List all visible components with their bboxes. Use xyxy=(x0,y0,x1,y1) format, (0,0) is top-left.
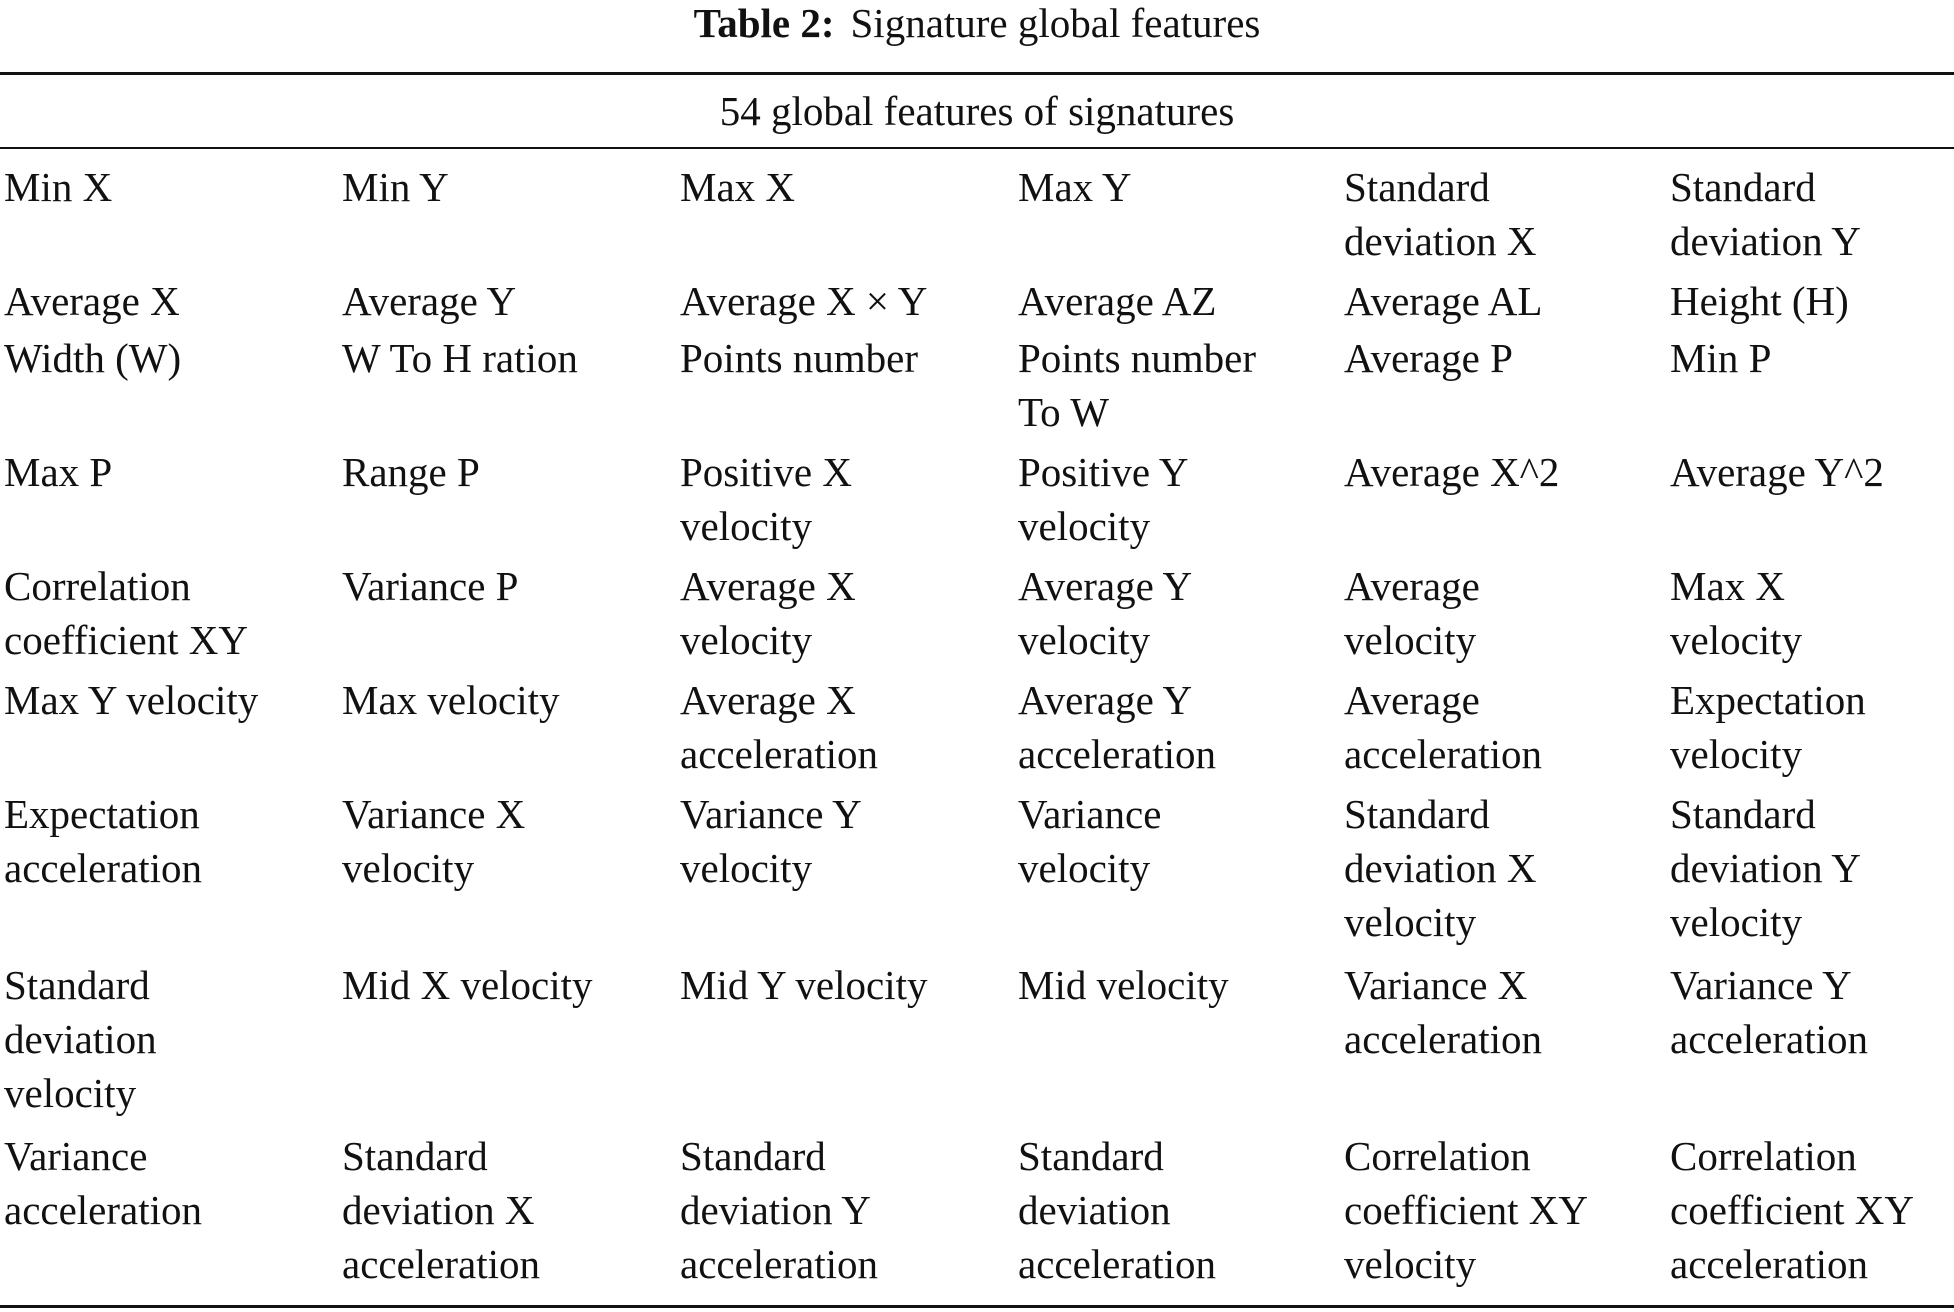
table-cell: Average AL xyxy=(1344,278,1543,324)
table-cell: Standard deviation Y acceleration xyxy=(680,1133,879,1287)
table-cell: Average X × Y xyxy=(680,278,928,324)
table-cell: Average X^2 xyxy=(1344,449,1560,495)
table-cell: Min Y xyxy=(342,164,449,210)
table-cell: Variance velocity xyxy=(1018,791,1162,891)
table-cell: Standard deviation X velocity xyxy=(1344,791,1537,945)
table-cell: Mid Y velocity xyxy=(680,962,928,1008)
table-cell: Standard deviation Y velocity xyxy=(1670,791,1861,945)
table-cell: Average Y^2 xyxy=(1670,449,1884,495)
table-row xyxy=(0,958,1954,1129)
table-cell: Max Y velocity xyxy=(4,677,259,723)
table-subheader: 54 global features of signatures xyxy=(719,88,1235,134)
table-cell: Standard deviation acceleration xyxy=(1018,1133,1217,1287)
table-cell: Mid X velocity xyxy=(342,962,593,1008)
table-cell: Standard deviation velocity xyxy=(4,962,157,1116)
table-cell: Range P xyxy=(342,449,480,495)
table-caption xyxy=(0,0,1954,48)
table-cell: Correlation coefficient XY acceleration xyxy=(1670,1133,1914,1287)
table-cell: Expectation acceleration xyxy=(4,791,203,891)
table-cell: Min X xyxy=(4,164,113,210)
table-cell: Average velocity xyxy=(1344,563,1480,663)
table-cell: Mid velocity xyxy=(1018,962,1229,1008)
table-cell: Average X velocity xyxy=(680,563,856,663)
table-row xyxy=(0,445,1954,559)
table-row xyxy=(0,274,1954,331)
table-cell: Variance X acceleration xyxy=(1344,962,1543,1062)
table-cell: Average Y xyxy=(342,278,517,324)
bottom-rule xyxy=(0,1305,1954,1308)
table-cell: Max Y xyxy=(1018,164,1132,210)
table-cell: Variance acceleration xyxy=(4,1133,203,1233)
table-row xyxy=(0,160,1954,274)
table-cell: Height (H) xyxy=(1670,278,1849,324)
table-cell: Max X velocity xyxy=(1670,563,1803,663)
table-cell: Positive Y velocity xyxy=(1018,449,1189,549)
table-cell: W To H ration xyxy=(342,335,578,381)
table-cell: Standard deviation X xyxy=(1344,164,1537,264)
table-cell: Correlation coefficient XY velocity xyxy=(1344,1133,1588,1287)
features-table-body xyxy=(0,160,1954,1300)
table-cell: Min P xyxy=(1670,335,1772,381)
table-cell: Variance Y acceleration xyxy=(1670,962,1869,1062)
table-cell: Max P xyxy=(4,449,113,495)
table-row xyxy=(0,673,1954,787)
table-row xyxy=(0,1129,1954,1300)
table-cell: Average Y acceleration xyxy=(1018,677,1217,777)
table-row xyxy=(0,559,1954,673)
table-cell: Average AZ xyxy=(1018,278,1217,324)
table-cell: Variance X velocity xyxy=(342,791,526,891)
table-cell: Correlation coefficient XY xyxy=(4,563,248,663)
table-cell: Average X xyxy=(4,278,180,324)
table-cell: Points number To W xyxy=(1018,335,1257,435)
table-cell: Max velocity xyxy=(342,677,560,723)
top-rule xyxy=(0,72,1954,75)
table-cell: Average P xyxy=(1344,335,1513,381)
table-caption-label: Table 2: xyxy=(693,0,835,46)
table-row xyxy=(0,331,1954,445)
table-cell: Expectation velocity xyxy=(1670,677,1866,777)
table-cell: Variance P xyxy=(342,563,519,609)
table-cell: Points number xyxy=(680,335,919,381)
table-cell: Average acceleration xyxy=(1344,677,1543,777)
table-cell: Standard deviation X acceleration xyxy=(342,1133,541,1287)
table-cell: Max X xyxy=(680,164,796,210)
header-rule xyxy=(0,147,1954,149)
table-cell: Average X acceleration xyxy=(680,677,879,777)
table-cell: Width (W) xyxy=(4,335,182,381)
table-cell: Standard deviation Y xyxy=(1670,164,1861,264)
table-cell: Positive X velocity xyxy=(680,449,852,549)
table-row xyxy=(0,787,1954,958)
table-caption-title: Signature global features xyxy=(850,0,1261,46)
features-table xyxy=(0,160,1954,1300)
table-cell: Variance Y velocity xyxy=(680,791,862,891)
table-cell: Average Y velocity xyxy=(1018,563,1193,663)
